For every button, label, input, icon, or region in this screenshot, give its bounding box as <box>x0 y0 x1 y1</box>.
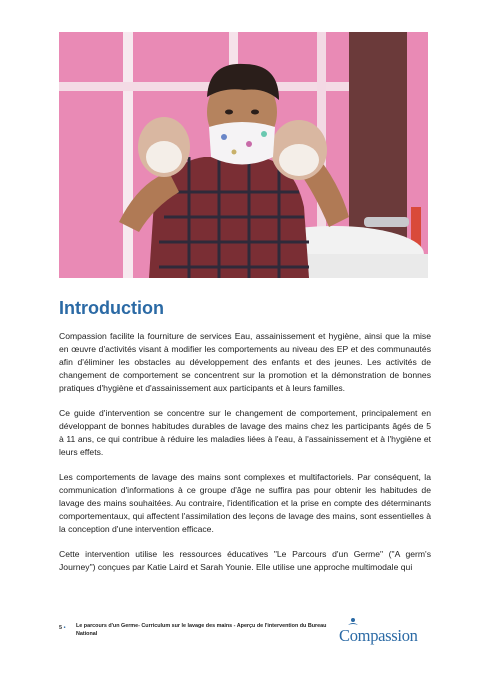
page-number: 5 • <box>59 625 66 631</box>
logo-wordmark: Compassion <box>339 626 418 645</box>
child-washing-hands-image <box>59 32 428 278</box>
page-footer <box>59 621 431 651</box>
hero-photo <box>59 32 428 278</box>
page-title: Introduction <box>59 298 164 318</box>
footer-caption: Le parcours d'un Germe- Curriculum sur le lavage des mains - Aperçu de l'intervention du Bureau National <box>76 623 327 637</box>
paragraph: Compassion facilite la fourniture de services Eau, assainissement et hygiène, ainsi que la mise en œuvre d'activités visant à modifier les comportements au niveau des EP et des communautés afin d'éliminer les obstacles au développement des enfants et des jeunes. Les activités de changement de comportement se concentrent sur la promotion et la démonstration de bonnes pratiques d'hygiène et d'assainissement aux participants et à leurs familles. <box>59 331 431 393</box>
paragraph: Cette intervention utilise les ressources éducatives "Le Parcours d'un Germe" ("A germ's Journey") conçues par Katie Laird et Sarah Younie. Elle utilise une approche multimodale qui <box>59 549 431 573</box>
paragraph: Les comportements de lavage des mains sont complexes et multifactoriels. Par conséquent, la communication d'informations à ce groupe d'âge ne suffira pas pour obtenir les habitudes de lavage des mains souhaitées. Au contraire, l'identification et la prise en compte des déterminants comportementaux, qui affectent l'assimilation des leçons de lavage des mains, sont essentielles à la conception d'une intervention efficace. <box>59 472 431 534</box>
article-body <box>59 330 431 587</box>
paragraph: Ce guide d'intervention se concentre sur le changement de comportement, principalement en développant de bonnes habitudes durables de lavage des mains chez les participants âgés de 5 à 11 ans, ce qui contribue à réduire les maladies liées à l'eau, à l'assainissement et à l'hygiène et leurs effets. <box>59 408 431 457</box>
compassion-logo <box>339 617 435 645</box>
